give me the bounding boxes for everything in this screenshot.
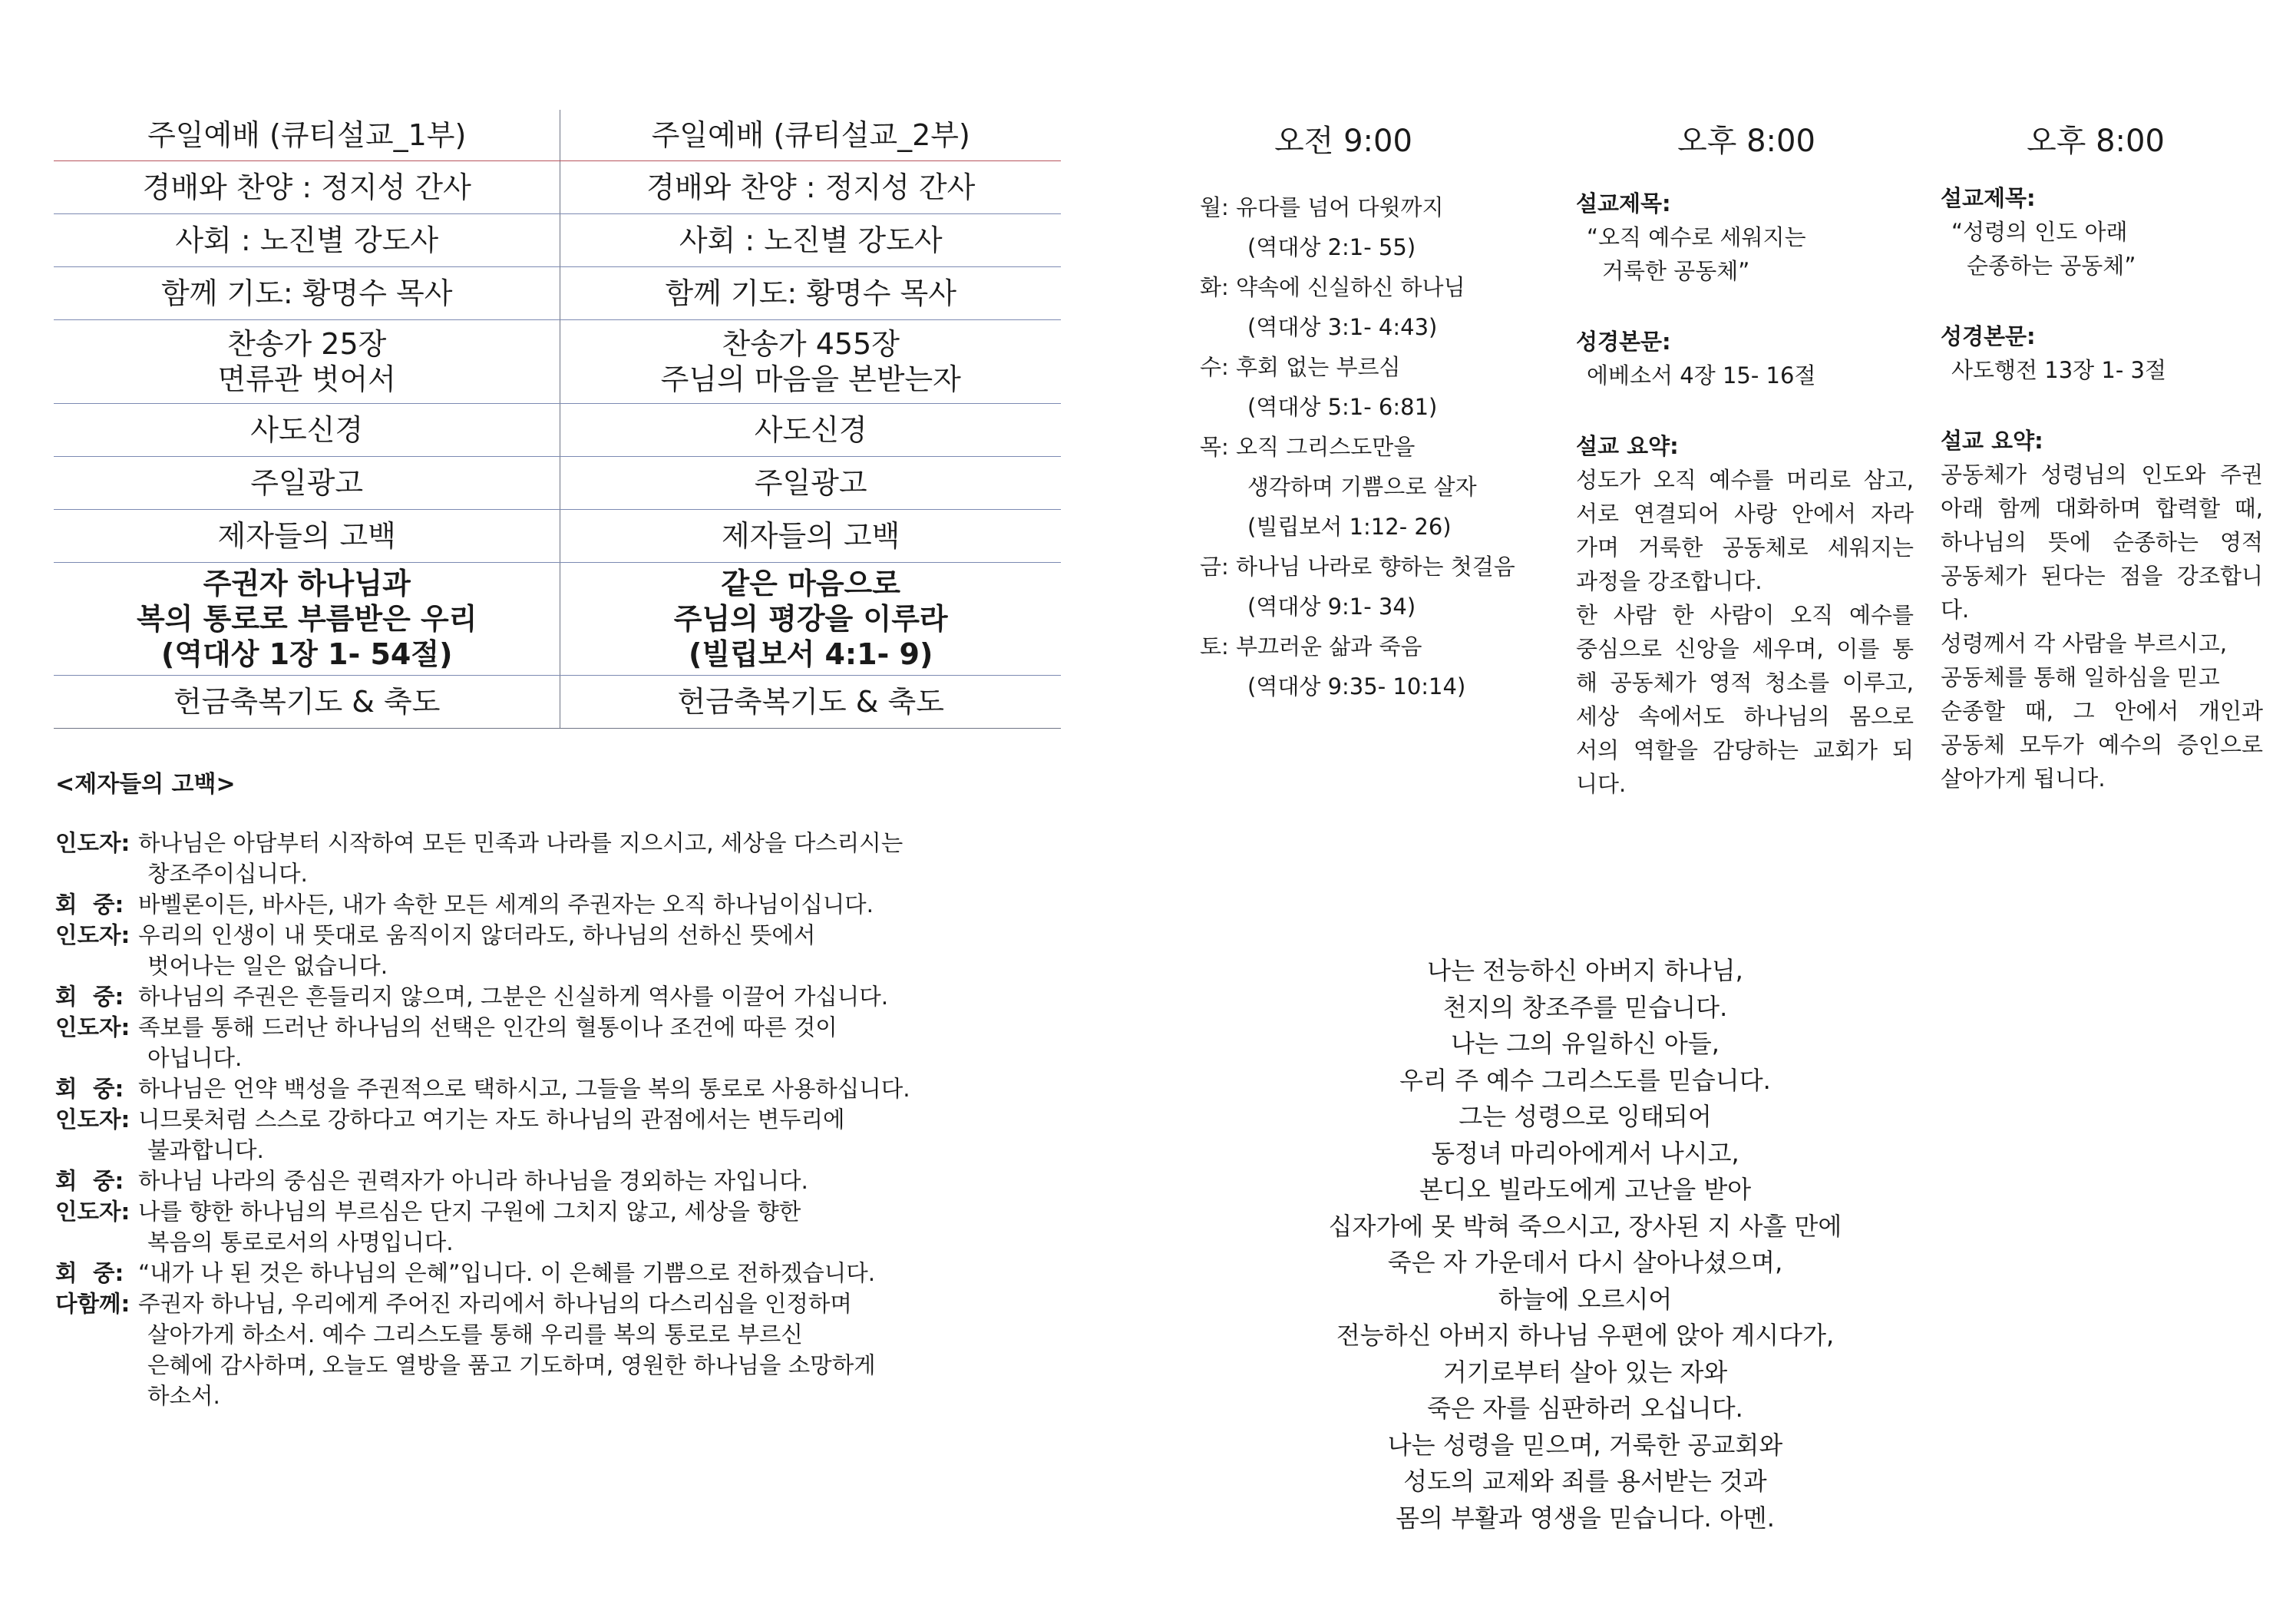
confession-title: <제자들의 고백> — [55, 771, 236, 798]
summary-line: 살아가게 됩니다. — [1941, 766, 2106, 792]
table-row — [54, 214, 1061, 267]
creed-line: 전능하신 아버지 하나님 우편에 앉아 계시다가, — [1336, 1321, 1835, 1350]
time-heading-evening-1: 오후 8:00 — [1677, 124, 1815, 159]
table-row — [54, 676, 1061, 729]
creed-line: 죽은 자 가운데서 다시 살아나셨으며, — [1387, 1248, 1783, 1277]
cell-hymn-1: 찬송가 25장 면류관 벗어서 — [54, 320, 560, 404]
list-item: 토: 부끄러운 삶과 죽음 — [1200, 633, 1422, 660]
summary-line: 공동체를 통해 일하심을 믿고 — [1941, 664, 2220, 690]
scripture-label: 성경본문: — [1941, 323, 2036, 349]
creed-line: 거기로부터 살아 있는 자와 — [1442, 1357, 1728, 1387]
cell-confession-1: 제자들의 고백 — [54, 510, 560, 563]
sermon-title: 거룩한 공동체” — [1602, 258, 1750, 284]
summary-line: 공동체가 된다는 점을 강조합니 — [1941, 563, 2263, 589]
speaker-label: 인도자: — [55, 830, 130, 856]
summary-line: 서로 연결되어 사랑 안에서 자라 — [1576, 501, 1914, 527]
cell-host-1: 사회 : 노진별 강도사 — [54, 214, 560, 267]
summary-line: 순종할 때, 그 안에서 개인과 — [1941, 698, 2263, 724]
order-of-service-table — [54, 110, 1061, 729]
list-item-continuation: 생각하며 기쁨으로 살자 — [1247, 474, 1477, 500]
summary-line: 가며 거룩한 공동체로 세워지는 — [1576, 534, 1914, 561]
scripture-ref: (역대상 2:1- 55) — [1247, 234, 1416, 260]
summary-line: 아래 함께 대화하며 합력할 때, — [1941, 495, 2263, 521]
speaker-label: 회 중: — [55, 1076, 124, 1102]
header-service-1: 주일예배 (큐티설교_1부) — [54, 110, 560, 161]
sermon-summary-2 — [1941, 181, 2263, 795]
list-item: 인도자: 하나님은 아담부터 시작하여 모든 민족과 나라를 지으시고, 세상을 다스리시는 창조주이십니다. — [55, 828, 1046, 889]
cell-prayer-1: 함께 기도: 황명수 목사 — [54, 267, 560, 320]
cell-sermon-2: 같은 마음으로 주님의 평강을 이루라 (빌립보서 4:1- 9) — [560, 563, 1061, 676]
summary-line: 과정을 강조합니다. — [1576, 568, 1762, 594]
header-service-2: 주일예배 (큐티설교_2부) — [560, 110, 1061, 161]
creed-line: 몸의 부활과 영생을 믿습니다. 아멘. — [1396, 1503, 1775, 1533]
speaker-label: 회 중: — [55, 891, 124, 918]
summary-line: 세상 속에서도 하나님의 몸으로 — [1576, 703, 1914, 729]
cell-prayer-2: 함께 기도: 황명수 목사 — [560, 267, 1061, 320]
summary-line: 다. — [1941, 597, 1970, 623]
time-heading-evening-2: 오후 8:00 — [2027, 124, 2165, 159]
summary-label: 설교 요약: — [1941, 428, 2043, 454]
list-item: 회 중: 하나님은 언약 백성을 주권적으로 택하시고, 그들을 복의 통로로 사용하십니다. — [55, 1073, 1046, 1104]
apostles-creed — [1182, 953, 1988, 1536]
creed-line: 성도의 교제와 죄를 용서받는 것과 — [1403, 1467, 1767, 1496]
summary-line: 한 사람 한 사람이 오직 예수를 — [1576, 602, 1914, 628]
creed-line: 십자가에 못 박혀 죽으시고, 장사된 지 사흘 만에 — [1328, 1211, 1842, 1241]
speaker-label: 인도자: — [55, 1106, 130, 1133]
sermon-title-label: 설교제목: — [1941, 185, 2036, 211]
cell-hymn-2: 찬송가 455장 주님의 마음을 본받는자 — [560, 320, 1061, 404]
list-item: 인도자: 니므롯처럼 스스로 강하다고 여기는 자도 하나님의 관점에서는 변두리에 불과합니다. — [55, 1104, 1046, 1166]
list-item: 금: 하나님 나라로 향하는 첫걸음 — [1200, 554, 1515, 580]
list-item: 인도자: 우리의 인생이 내 뜻대로 움직이지 않더라도, 하나님의 선하신 뜻에서 벗어나는 일은 없습니다. — [55, 920, 1046, 981]
cell-praise-2: 경배와 찬양 : 정지성 간사 — [560, 161, 1061, 214]
list-item: 월: 유다를 넘어 다윗까지 — [1200, 194, 1444, 220]
list-item: 회 중: 하나님 나라의 중심은 권력자가 아니라 하나님을 경외하는 자입니다. — [55, 1166, 1046, 1196]
creed-line: 우리 주 예수 그리스도를 믿습니다. — [1399, 1065, 1771, 1095]
list-item: 목: 오직 그리스도만을 — [1200, 434, 1416, 460]
list-item: 화: 약속에 신실하신 하나님 — [1200, 274, 1465, 300]
speaker-label: 인도자: — [55, 922, 130, 948]
scripture-ref: (역대상 9:1- 34) — [1247, 594, 1416, 620]
table-header-row — [54, 110, 1061, 161]
sermon-title: “오직 예수로 세워지는 — [1587, 224, 1806, 250]
table-row — [54, 161, 1061, 214]
summary-line: 서의 역할을 감당하는 교회가 되 — [1576, 737, 1914, 763]
speaker-label: 회 중: — [55, 1260, 124, 1286]
cell-sermon-1: 주권자 하나님과 복의 통로로 부름받은 우리 (역대상 1장 1- 54절) — [54, 563, 560, 676]
cell-announcements-1: 주일광고 — [54, 457, 560, 510]
time-heading-morning: 오전 9:00 — [1274, 124, 1412, 159]
list-item: 수: 후회 없는 부르심 — [1200, 354, 1401, 380]
table-row — [54, 457, 1061, 510]
list-item: 인도자: 족보를 통해 드러난 하나님의 선택은 인간의 혈통이나 조건에 따른 것이 아닙니다. — [55, 1012, 1046, 1073]
scripture-text: 사도행전 13장 1- 3절 — [1951, 357, 2167, 383]
summary-line: 공동체가 성령님의 인도와 주권 — [1941, 461, 2263, 488]
cell-offering-1: 헌금축복기도 & 축도 — [54, 676, 560, 729]
list-item: 회 중: 바벨론이든, 바사든, 내가 속한 모든 세계의 주권자는 오직 하나님이십니다. — [55, 889, 1046, 920]
daily-qt-list — [1200, 187, 1515, 706]
creed-line: 하늘에 오르시어 — [1498, 1284, 1673, 1314]
cell-praise-1: 경배와 찬양 : 정지성 간사 — [54, 161, 560, 214]
summary-line: 해 공동체가 영적 청소를 이루고, — [1576, 670, 1914, 696]
creed-line: 나는 성령을 믿으며, 거룩한 공교회와 — [1387, 1430, 1783, 1460]
cell-offering-2: 헌금축복기도 & 축도 — [560, 676, 1061, 729]
summary-line: 하나님의 뜻에 순종하는 영적 — [1941, 529, 2263, 555]
sermon-summary-1 — [1576, 187, 1914, 801]
sermon-title: “성령의 인도 아래 — [1951, 219, 2128, 245]
speaker-label: 인도자: — [55, 1199, 130, 1225]
creed-line: 그는 성령으로 잉태되어 — [1459, 1102, 1712, 1131]
creed-line: 죽은 자를 심판하러 오십니다. — [1427, 1394, 1743, 1423]
scripture-text: 에베소서 4장 15- 16절 — [1587, 362, 1816, 389]
cell-host-2: 사회 : 노진별 강도사 — [560, 214, 1061, 267]
cell-creed-2: 사도신경 — [560, 404, 1061, 457]
summary-line: 중심으로 신앙을 세우며, 이를 통 — [1576, 636, 1914, 662]
scripture-ref: (역대상 3:1- 4:43) — [1247, 314, 1438, 340]
table-row — [54, 404, 1061, 457]
summary-label: 설교 요약: — [1576, 433, 1679, 459]
creed-line: 본디오 빌라도에게 고난을 받아 — [1419, 1175, 1752, 1204]
cell-announcements-2: 주일광고 — [560, 457, 1061, 510]
speaker-label: 회 중: — [55, 1168, 124, 1194]
table-row — [54, 510, 1061, 563]
cell-creed-1: 사도신경 — [54, 404, 560, 457]
scripture-ref: (빌립보서 1:12- 26) — [1247, 514, 1452, 540]
summary-line: 공동체 모두가 예수의 증인으로 — [1941, 732, 2263, 758]
summary-line: 성령께서 각 사람을 부르시고, — [1941, 630, 2228, 657]
scripture-ref: (역대상 9:35- 10:14) — [1247, 673, 1466, 700]
list-item: 인도자: 나를 향한 하나님의 부르심은 단지 구원에 그치지 않고, 세상을 향한 복음의 통로로서의 사명입니다. — [55, 1196, 1046, 1258]
list-item: 다함께: 주권자 하나님, 우리에게 주어진 자리에서 하나님의 다스리심을 인정하며 살아가게 하소서. 예수 그리스도를 통해 우리를 복의 통로로 부르신 은혜에 감사하며, 오늘도 열방을 품고 기도하며, 영원한 하나님을 소망하게 하소서. — [55, 1288, 1046, 1411]
sermon-title-label: 설교제목: — [1576, 190, 1671, 217]
creed-line: 동정녀 마리아에게서 나시고, — [1431, 1138, 1739, 1168]
speaker-label: 회 중: — [55, 984, 124, 1010]
speaker-label: 인도자: — [55, 1014, 130, 1040]
list-item: 회 중: 하나님의 주권은 흔들리지 않으며, 그분은 신실하게 역사를 이끌어 가십니다. — [55, 981, 1046, 1012]
list-item: 회 중: “내가 나 된 것은 하나님의 은혜”입니다. 이 은혜를 기쁨으로 전하겠습니다. — [55, 1258, 1046, 1288]
creed-line: 천지의 창조주를 믿습니다. — [1442, 992, 1728, 1022]
creed-line: 나는 그의 유일하신 아들, — [1451, 1029, 1720, 1058]
summary-line: 성도가 오직 예수를 머리로 삼고, — [1576, 467, 1914, 493]
creed-line: 나는 전능하신 아버지 하나님, — [1427, 956, 1743, 985]
table-row — [54, 320, 1061, 404]
table-row — [54, 563, 1061, 676]
confession-responsive-reading — [55, 828, 1046, 1411]
table-row — [54, 267, 1061, 320]
scripture-label: 성경본문: — [1576, 329, 1671, 355]
scripture-ref: (역대상 5:1- 6:81) — [1247, 394, 1438, 420]
sermon-title: 순종하는 공동체” — [1967, 253, 2136, 279]
cell-confession-2: 제자들의 고백 — [560, 510, 1061, 563]
speaker-label: 다함께: — [55, 1291, 130, 1317]
summary-line: 니다. — [1576, 771, 1627, 797]
